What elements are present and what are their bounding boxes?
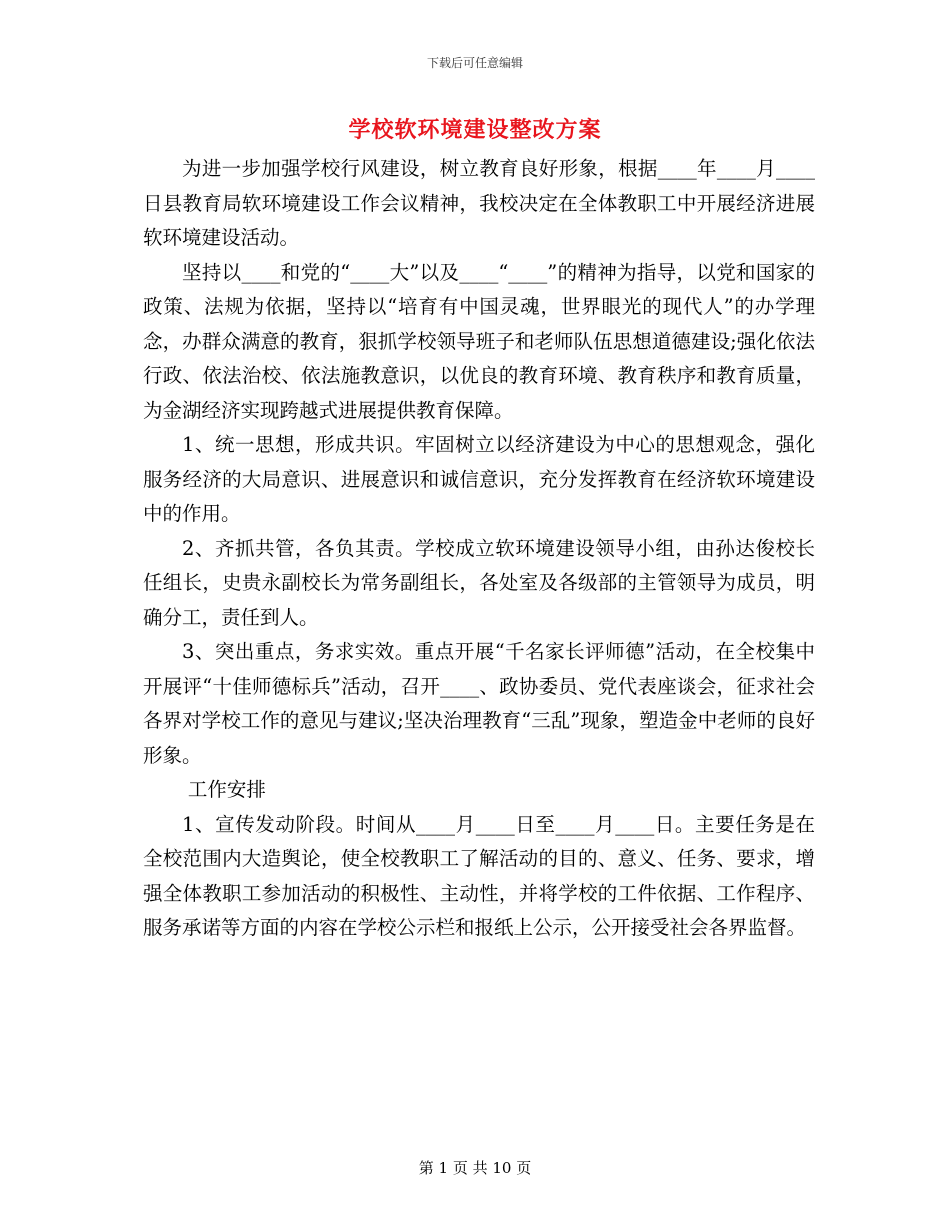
header-note: 下载后可任意编辑 [426,56,523,70]
paragraph-item-3: 3、突出重点，务求实效。重点开展“千名家长评师德”活动，在全校集中开展评“十佳师德标兵”活动，召开____、政协委员、党代表座谈会，征求社会各界对学校工作的意见与建议;坚决治理教育“三乱”现象，塑造金中老师的良好形象。 [143,640,815,767]
section-heading-work-arrangement: 工作安排 [187,778,266,801]
paragraph-stage-1: 1、宣传发动阶段。时间从____月____日至____月____日。主要任务是在全校范围内大造舆论，使全校教职工了解活动的目的、意义、任务、要求，增强全体教职工参加活动的积极性、主动性，并将学校的工件依据、工作程序、服务承诺等方面的内容在学校公示栏和报纸上公示，公开接受社会各界监督。 [143,812,815,939]
paragraph-intro: 为进一步加强学校行风建设，树立教育良好形象，根据____年____月____日县教育局软环境建设工作会议精神，我校决定在全体教职工中开展经济进展软环境建设活动。 [143,157,815,249]
paragraph-item-1: 1、统一思想，形成共识。牢固树立以经济建设为中心的思想观念，强化服务经济的大局意识、进展意识和诚信意识，充分发挥教育在经济软环境建设中的作用。 [143,433,815,525]
paragraph-item-2: 2、齐抓共管，各负其责。学校成立软环境建设领导小组，由孙达俊校长任组长，史贵永副校长为常务副组长，各处室及各级部的主管领导为成员，明确分工，责任到人。 [143,536,815,629]
document-body [143,152,815,946]
paragraph-guiding-principle: 坚持以____和党的“____大”以及____“____”的精神为指导，以党和国家的政策、法规为依据，坚持以“培育有中国灵魂，世界眼光的现代人”的办学理念，办群众满意的教育，狠抓学校领导班子和老师队伍思想道德建设;强化依法行政、依法治校、依法施教意识，以优良的教育环境、教育秩序和教育质量，为金湖经济实现跨越式进展提供教育保障。 [143,260,815,422]
document-title: 学校软环境建设整改方案 [348,117,602,143]
page-footer: 第 1 页 共 10 页 [418,1159,532,1177]
